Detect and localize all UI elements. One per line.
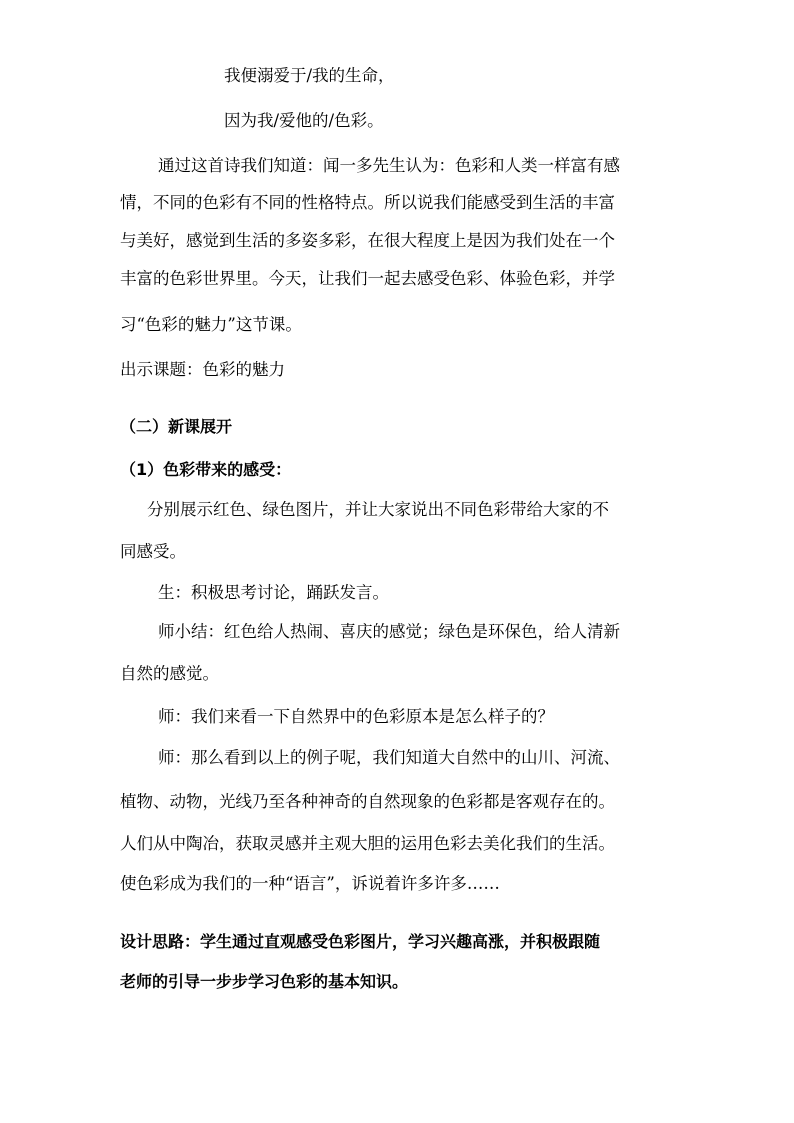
- section-subheading: （1）色彩带来的感受：: [120, 460, 292, 479]
- poem-line-1: 我便溺爱于/我的生命，: [224, 66, 395, 85]
- show-line-1: 分别展示红色、绿色图片，并让大家说出不同色彩带给大家的不: [147, 500, 609, 519]
- summary-line-2: 自然的感觉。: [120, 664, 219, 683]
- section-heading: （二）新课展开: [120, 417, 233, 436]
- student-line: 生：积极思考讨论，踊跃发言。: [158, 583, 389, 602]
- summary-line-1: 师小结：红色给人热闹、喜庆的感觉；绿色是环保色，给人清新: [158, 622, 620, 641]
- poem-line-2: 因为我/爱他的/色彩。: [224, 111, 384, 130]
- teacher-line-2: 植物、动物，光线乃至各种神奇的自然现象的色彩都是客观存在的。: [120, 792, 615, 811]
- design-line-2: 老师的引导一步步学习色彩的基本知识。: [120, 972, 409, 991]
- intro-line-1: 通过这首诗我们知道：闻一多先生认为：色彩和人类一样富有感: [158, 156, 620, 175]
- intro-line-5: 习“色彩的魅力”这节课。: [120, 315, 302, 334]
- topic-line: 出示课题：色彩的魅力: [120, 360, 285, 379]
- teacher-question: 师：我们来看一下自然界中的色彩原本是怎么样子的？: [158, 707, 554, 726]
- teacher-line-1: 师：那么看到以上的例子呢，我们知道大自然中的山川、河流、: [158, 748, 620, 767]
- teacher-line-4: 使色彩成为我们的一种“语言”，诉说着许多许多……: [120, 874, 500, 893]
- design-line-1: 设计思路：学生通过直观感受色彩图片，学习兴趣高涨，并积极跟随: [120, 932, 601, 951]
- intro-line-3: 与美好，感觉到生活的多姿多彩，在很大程度上是因为我们处在一个: [120, 231, 615, 250]
- intro-line-4: 丰富的色彩世界里。今天，让我们一起去感受色彩、体验色彩，并学: [120, 269, 615, 288]
- intro-line-2: 情，不同的色彩有不同的性格特点。所以说我们能感受到生活的丰富: [120, 193, 615, 212]
- teacher-line-3: 人们从中陶冶，获取灵感并主观大胆的运用色彩去美化我们的生活。: [120, 834, 615, 853]
- show-line-2: 同感受。: [120, 542, 186, 561]
